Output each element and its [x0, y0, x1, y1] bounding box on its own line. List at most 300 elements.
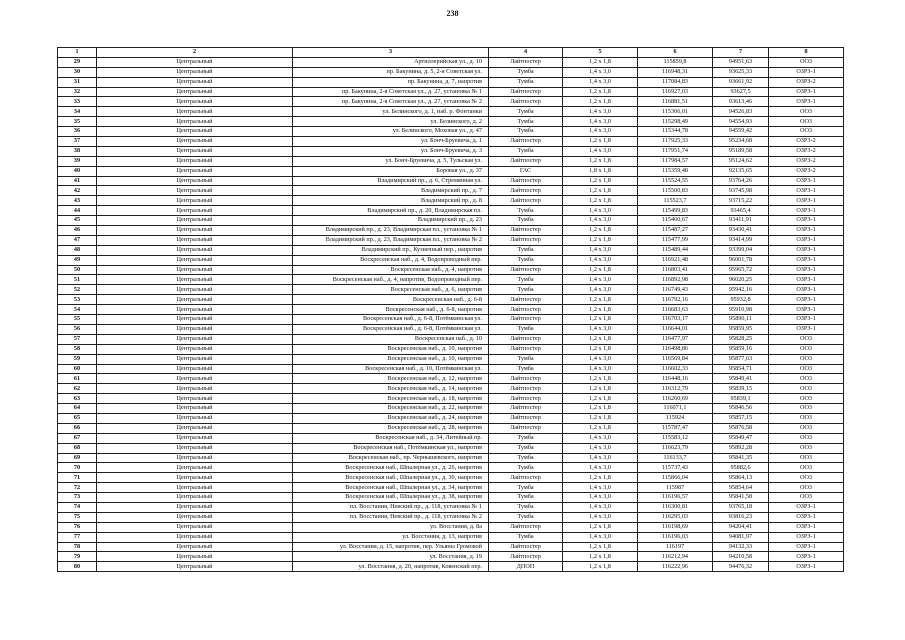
table-cell: 37 [58, 137, 97, 147]
table-cell: 44 [58, 206, 97, 216]
table-cell: 67 [58, 433, 97, 443]
table-cell: 94476,32 [713, 562, 769, 572]
table-cell: ОО3 [769, 493, 844, 503]
table-cell: 115344,78 [638, 127, 713, 137]
table-cell: пр. Бакунина, 2-я Советская ул., д. 27, установка № 2 [293, 97, 489, 107]
table-row [58, 255, 844, 265]
table-cell: 115499,83 [638, 206, 713, 216]
table-cell: Артиллерийская ул., д. 10 [293, 57, 489, 67]
table-cell: Центральный [97, 77, 293, 87]
table-cell: Центральный [97, 216, 293, 226]
column-header: 6 [638, 48, 713, 58]
table-cell: Лайтпостер [489, 344, 563, 354]
table-cell: 50 [58, 265, 97, 275]
table-cell: 95841,35 [713, 453, 769, 463]
table-cell: Воскресенская наб., д. 10, напротив [293, 354, 489, 364]
table-cell: 116927,03 [638, 87, 713, 97]
table-cell: 51 [58, 275, 97, 285]
table-cell: 40 [58, 166, 97, 176]
table-cell: Тумба [489, 354, 563, 364]
table-cell: 72 [58, 483, 97, 493]
table-cell: 1,4 х 3,0 [563, 285, 638, 295]
table-row [58, 473, 844, 483]
table-header-row [58, 48, 844, 58]
table-cell: Лайтпостер [489, 384, 563, 394]
table-row [58, 532, 844, 542]
table-cell: 57 [58, 334, 97, 344]
table-cell: 117084,83 [638, 77, 713, 87]
table-row [58, 502, 844, 512]
table-cell: Центральный [97, 255, 293, 265]
table-cell: Лайтпостер [489, 413, 563, 423]
table-cell: 47 [58, 235, 97, 245]
table-cell: 73 [58, 493, 97, 503]
table-cell: ул. Восстания, д. 15, напротив, пер. Ульяны Громовой [293, 542, 489, 552]
table-row [58, 295, 844, 305]
table-cell: ул. Белинского, д. 1, наб. р. Фонтанки [293, 107, 489, 117]
table-cell: ОЗРЗ-1 [769, 186, 844, 196]
table-cell: 38 [58, 146, 97, 156]
column-header: 3 [293, 48, 489, 58]
table-cell: Лайтпостер [489, 394, 563, 404]
table-cell: ОЗРЗ-1 [769, 87, 844, 97]
table-cell: ул. Бонч-Бруевича, д. 3 [293, 146, 489, 156]
table-row [58, 354, 844, 364]
table-cell: 93465,4 [713, 206, 769, 216]
table-cell: Центральный [97, 443, 293, 453]
table-cell: Боровая ул., д. 37 [293, 166, 489, 176]
table-cell: ул. Восстания, д. 19 [293, 552, 489, 562]
table-cell: 116196,03 [638, 532, 713, 542]
table-cell: 1,2 х 1,8 [563, 137, 638, 147]
table-cell: 115359,48 [638, 166, 713, 176]
table-row [58, 137, 844, 147]
table-cell: 94526,83 [713, 107, 769, 117]
table-row [58, 483, 844, 493]
table-cell: 95965,72 [713, 265, 769, 275]
table-cell: ОО3 [769, 394, 844, 404]
table-cell: ОО3 [769, 413, 844, 423]
table-cell: Воскресенская наб., д. 6, напротив [293, 285, 489, 295]
table-cell: Лайтпостер [489, 552, 563, 562]
table-cell: 1,2 х 1,8 [563, 235, 638, 245]
table-cell: 116498,86 [638, 344, 713, 354]
table-cell: 31 [58, 77, 97, 87]
table-row [58, 423, 844, 433]
table-cell: ОО3 [769, 334, 844, 344]
table-cell: 1,4 х 3,0 [563, 127, 638, 137]
table-cell: Тумба [489, 493, 563, 503]
table-cell: 93625,33 [713, 67, 769, 77]
table-row [58, 245, 844, 255]
table-cell: 115487,27 [638, 226, 713, 236]
table-cell: Воскресенская наб., д. 4, Водопроводный пер. [293, 255, 489, 265]
table-cell: Лайтпостер [489, 97, 563, 107]
table-row [58, 374, 844, 384]
table-cell: 116196,57 [638, 493, 713, 503]
table-cell: ул. Бонч-Бруевича, д. 5, Тульская ул. [293, 156, 489, 166]
table-cell: 1,4 х 3,0 [563, 364, 638, 374]
table-cell: 1,4 х 3,0 [563, 532, 638, 542]
table-cell: Лайтпостер [489, 186, 563, 196]
table-cell: 95910,98 [713, 305, 769, 315]
table-cell: 52 [58, 285, 97, 295]
table-cell: 115500,83 [638, 186, 713, 196]
table-cell: 1,2 х 1,8 [563, 522, 638, 532]
table-cell: 55 [58, 315, 97, 325]
table-cell: 117925,33 [638, 137, 713, 147]
table-cell: 1,2 х 1,8 [563, 404, 638, 414]
table-cell: Воскресенская наб., д. 14, напротив [293, 384, 489, 394]
table-row [58, 206, 844, 216]
table-cell: Центральный [97, 295, 293, 305]
table-cell: 1,2 х 1,8 [563, 315, 638, 325]
table-cell: Лайтпостер [489, 265, 563, 275]
table-cell: 60 [58, 364, 97, 374]
table-cell: 95841,58 [713, 493, 769, 503]
table-cell: 95854,64 [713, 483, 769, 493]
table-cell: 116448,16 [638, 374, 713, 384]
table-cell: 115298,49 [638, 117, 713, 127]
table-cell: Лайтпостер [489, 374, 563, 384]
table-cell: 116749,43 [638, 285, 713, 295]
table-cell: Центральный [97, 137, 293, 147]
table-cell: 54 [58, 305, 97, 315]
table-cell: 116881,51 [638, 97, 713, 107]
table-cell: 1,4 х 3,0 [563, 483, 638, 493]
table-cell: 94081,97 [713, 532, 769, 542]
table-cell: ул. Белинского, д. 2 [293, 117, 489, 127]
table-cell: 65 [58, 413, 97, 423]
table-cell: Центральный [97, 245, 293, 255]
table-row [58, 275, 844, 285]
table-cell: 78 [58, 542, 97, 552]
table-cell: Воскресенская наб., д. 22, напротив [293, 404, 489, 414]
table-cell: 29 [58, 57, 97, 67]
table-row [58, 235, 844, 245]
table-row [58, 166, 844, 176]
table-cell: 117951,74 [638, 146, 713, 156]
table-cell: 95849,41 [713, 374, 769, 384]
table-cell: ОЗРЗ-1 [769, 255, 844, 265]
table-cell: 1,4 х 3,0 [563, 443, 638, 453]
table-row [58, 216, 844, 226]
table-cell: пр. Бакунина, 2-я Советская ул., д. 27, установка № 1 [293, 87, 489, 97]
table-cell: Воскресенская наб., д. 6-8, напротив [293, 305, 489, 315]
table-row [58, 522, 844, 532]
table-cell: Центральный [97, 423, 293, 433]
table-cell: ОО3 [769, 354, 844, 364]
table-cell: 116312,79 [638, 384, 713, 394]
table-cell: Центральный [97, 502, 293, 512]
table-cell: Воскресенская наб., д. 6-8 [293, 295, 489, 305]
table-cell: 116803,41 [638, 265, 713, 275]
table-cell: 116703,17 [638, 315, 713, 325]
table-cell: 95932,8 [713, 295, 769, 305]
table-row [58, 117, 844, 127]
table-cell: 39 [58, 156, 97, 166]
table-cell: 95877,63 [713, 354, 769, 364]
table-cell: ул. Восстания, д. 20, напротив, Ковенский пер. [293, 562, 489, 572]
table-cell: 116602,33 [638, 364, 713, 374]
table-cell: 96001,78 [713, 255, 769, 265]
table-cell: Центральный [97, 453, 293, 463]
table-cell: 66 [58, 423, 97, 433]
table-cell: Лайтпостер [489, 305, 563, 315]
table-cell: Центральный [97, 176, 293, 186]
table-cell: Тумба [489, 443, 563, 453]
table-cell: Лайтпостер [489, 423, 563, 433]
table-cell: 95864,13 [713, 473, 769, 483]
table-cell: 94951,63 [713, 57, 769, 67]
table-cell: ОЗРЗ-1 [769, 226, 844, 236]
table-cell: Лайтпостер [489, 226, 563, 236]
table-cell: Лайтпостер [489, 404, 563, 414]
table-cell: 1,2 х 1,8 [563, 423, 638, 433]
table-row [58, 562, 844, 572]
table-cell: ОЗРЗ-1 [769, 97, 844, 107]
table-cell: 79 [58, 552, 97, 562]
table-cell: 94204,41 [713, 522, 769, 532]
table-cell: ОЗРЗ-1 [769, 562, 844, 572]
table-cell: 1,4 х 3,0 [563, 77, 638, 87]
table-cell: 95839,1 [713, 394, 769, 404]
table-cell: 1,2 х 1,8 [563, 305, 638, 315]
table-cell: Тумба [489, 285, 563, 295]
table-cell: ОЗРЗ-1 [769, 196, 844, 206]
table-cell: Тумба [489, 453, 563, 463]
table-row [58, 97, 844, 107]
table-cell: 95882,6 [713, 463, 769, 473]
table-cell: 116198,69 [638, 522, 713, 532]
table-cell: 80 [58, 562, 97, 572]
table-cell: ОО3 [769, 463, 844, 473]
table-row [58, 364, 844, 374]
table-cell: ОО3 [769, 433, 844, 443]
table-cell: ул. Белинского, Моховая ул., д. 47 [293, 127, 489, 137]
table-cell: Тумба [489, 245, 563, 255]
table-cell: пл. Восстания, Невский пр., д. 118, установка № 1 [293, 502, 489, 512]
table-cell: Воскресенская наб., д. 6-8, Потёмкинская ул. [293, 324, 489, 334]
table-cell: 96020,25 [713, 275, 769, 285]
table-cell: Тумба [489, 483, 563, 493]
table-cell: Лайтпостер [489, 137, 563, 147]
table-cell: 116260,69 [638, 394, 713, 404]
table-cell: 115524,55 [638, 176, 713, 186]
table-cell: Воскресенская наб., д. 4, напротив [293, 265, 489, 275]
table-cell: 70 [58, 463, 97, 473]
table-cell: 115787,47 [638, 423, 713, 433]
table-cell: ОЗРЗ-1 [769, 532, 844, 542]
table-cell: 1,2 х 1,8 [563, 87, 638, 97]
table-cell: 95828,25 [713, 334, 769, 344]
table-cell: 94559,42 [713, 127, 769, 137]
table-row [58, 334, 844, 344]
table-cell: 115987 [638, 483, 713, 493]
table-cell: ОО3 [769, 473, 844, 483]
table-cell: 115924 [638, 413, 713, 423]
table-cell: 95189,58 [713, 146, 769, 156]
table-cell: ул. Восстания, д. 8а [293, 522, 489, 532]
table-row [58, 463, 844, 473]
table-cell: Центральный [97, 265, 293, 275]
table-cell: Центральный [97, 354, 293, 364]
table-cell: Воскресенская наб., д. 28, напротив [293, 423, 489, 433]
table-cell: Центральный [97, 364, 293, 374]
table-cell: Центральный [97, 404, 293, 414]
table-cell: Центральный [97, 463, 293, 473]
table-cell: Владимирский пр., д. 6, Стремянная ул. [293, 176, 489, 186]
table-cell: 1,4 х 3,0 [563, 275, 638, 285]
table-cell: 116300,81 [638, 502, 713, 512]
column-header: 8 [769, 48, 844, 58]
table-cell: ОЗРЗ-1 [769, 275, 844, 285]
table-cell: 116477,97 [638, 334, 713, 344]
table-cell: Воскресенская наб., д. 34, Литейный пр. [293, 433, 489, 443]
table-cell: 68 [58, 443, 97, 453]
table-cell: ОЗРЗ-1 [769, 552, 844, 562]
table-cell: 115866,04 [638, 473, 713, 483]
table-cell: Тумба [489, 433, 563, 443]
table-cell: ОЗРЗ-1 [769, 305, 844, 315]
table-row [58, 156, 844, 166]
table-cell: Центральный [97, 107, 293, 117]
table-cell: 1,2 х 1,8 [563, 334, 638, 344]
table-cell: Тумба [489, 127, 563, 137]
table-cell: Воскресенская наб., д. 10, напротив [293, 344, 489, 354]
table-row [58, 77, 844, 87]
table-cell: 1,4 х 3,0 [563, 216, 638, 226]
table-row [58, 67, 844, 77]
table-cell: 95124,62 [713, 156, 769, 166]
table-cell: Центральный [97, 67, 293, 77]
table-cell: 115523,7 [638, 196, 713, 206]
table-cell: Тумба [489, 532, 563, 542]
table-cell: пр. Бакунина, д. 7, напротив [293, 77, 489, 87]
table-cell: Тумба [489, 364, 563, 374]
table-cell: 116569,84 [638, 354, 713, 364]
table-cell: 1,4 х 3,0 [563, 502, 638, 512]
table-cell: Лайтпостер [489, 235, 563, 245]
table-cell: Центральный [97, 334, 293, 344]
table-cell: 95857,15 [713, 413, 769, 423]
table-cell: ОЗРЗ-1 [769, 324, 844, 334]
table-cell: Воскресенская наб., д. 10, Потёмкинская ул. [293, 364, 489, 374]
table-cell: 71 [58, 473, 97, 483]
table-cell: 95839,15 [713, 384, 769, 394]
table-cell: 116792,16 [638, 295, 713, 305]
table-cell: 116133,7 [638, 453, 713, 463]
table-cell: ОЗРЗ-1 [769, 512, 844, 522]
table-cell: 93414,99 [713, 235, 769, 245]
table-cell: ОО3 [769, 483, 844, 493]
table-cell: 46 [58, 226, 97, 236]
table-cell: Воскресенская наб., д. 10 [293, 334, 489, 344]
table-cell: 95859,95 [713, 324, 769, 334]
table-cell: Воскресенская наб., пр. Чернышевского, напротив [293, 453, 489, 463]
table-cell: Тумба [489, 77, 563, 87]
table-cell: Воскресенская наб., Шпалерная ул., д. 26, напротив [293, 463, 489, 473]
table-cell: 115737,43 [638, 463, 713, 473]
table-cell: Воскресенская наб., д. 24, напротив [293, 413, 489, 423]
table-cell: 30 [58, 67, 97, 77]
table-cell: 92135,65 [713, 166, 769, 176]
table-cell: 62 [58, 384, 97, 394]
table-cell: 1,4 х 3,0 [563, 453, 638, 463]
table-row [58, 285, 844, 295]
table-cell: ОЗРЗ-1 [769, 542, 844, 552]
table-cell: 115306,01 [638, 107, 713, 117]
table-cell: Центральный [97, 512, 293, 522]
table-cell: 94554,93 [713, 117, 769, 127]
table-cell: Воскресенская наб., Шпалерная ул., д. 30, напротив [293, 473, 489, 483]
table-cell: 116212,94 [638, 552, 713, 562]
table-cell: 1,4 х 3,0 [563, 146, 638, 156]
table-cell: 93613,46 [713, 97, 769, 107]
table-cell: Владимирский пр., д. 20, Владимирская пл. [293, 206, 489, 216]
table-cell: 116644,01 [638, 324, 713, 334]
table-cell: 95849,47 [713, 433, 769, 443]
table-cell: ОО3 [769, 404, 844, 414]
table-cell: Центральный [97, 97, 293, 107]
table-cell: Владимирский пр., д. 23, Владимирская пл., установка № 2 [293, 235, 489, 245]
table-cell: 93764,26 [713, 176, 769, 186]
table-cell: 93816,23 [713, 512, 769, 522]
table-row [58, 512, 844, 522]
column-header: 4 [489, 48, 563, 58]
table-cell: Тумба [489, 512, 563, 522]
table-cell: Тумба [489, 216, 563, 226]
table-row [58, 443, 844, 453]
table-cell: Воскресенская наб., д. 6-8, Потёмкинская ул. [293, 315, 489, 325]
table-row [58, 146, 844, 156]
column-header: 7 [713, 48, 769, 58]
table-cell: Владимирский пр., д. 23 [293, 216, 489, 226]
table-cell: Тумба [489, 206, 563, 216]
table-row [58, 493, 844, 503]
table-cell: 64 [58, 404, 97, 414]
table-cell: Центральный [97, 483, 293, 493]
table-cell: 1,4 х 3,0 [563, 354, 638, 364]
table-cell: 93745,98 [713, 186, 769, 196]
table-cell: 1,2 х 1,8 [563, 413, 638, 423]
table-row [58, 384, 844, 394]
table-cell: Центральный [97, 166, 293, 176]
table-cell: Тумба [489, 117, 563, 127]
table-cell: Лайтпостер [489, 334, 563, 344]
table-row [58, 265, 844, 275]
table-cell: 45 [58, 216, 97, 226]
table-cell: 93715,22 [713, 196, 769, 206]
table-cell: Лайтпостер [489, 176, 563, 186]
table-cell: ГАС [489, 166, 563, 176]
table-cell: ОЗРЗ-1 [769, 67, 844, 77]
table-cell: ОО3 [769, 344, 844, 354]
table-cell: Лайтпостер [489, 57, 563, 67]
table-cell: 1,2 х 1,8 [563, 473, 638, 483]
table-row [58, 542, 844, 552]
table-row [58, 324, 844, 334]
table-cell: 115489,44 [638, 245, 713, 255]
table-cell: 1,4 х 3,0 [563, 67, 638, 77]
table-cell: ОЗРЗ-1 [769, 206, 844, 216]
table-cell: 95892,28 [713, 443, 769, 453]
table-cell: Центральный [97, 433, 293, 443]
table-cell: Тумба [489, 502, 563, 512]
table-cell: 93430,41 [713, 226, 769, 236]
table-cell: Лайтпостер [489, 542, 563, 552]
table-row [58, 87, 844, 97]
